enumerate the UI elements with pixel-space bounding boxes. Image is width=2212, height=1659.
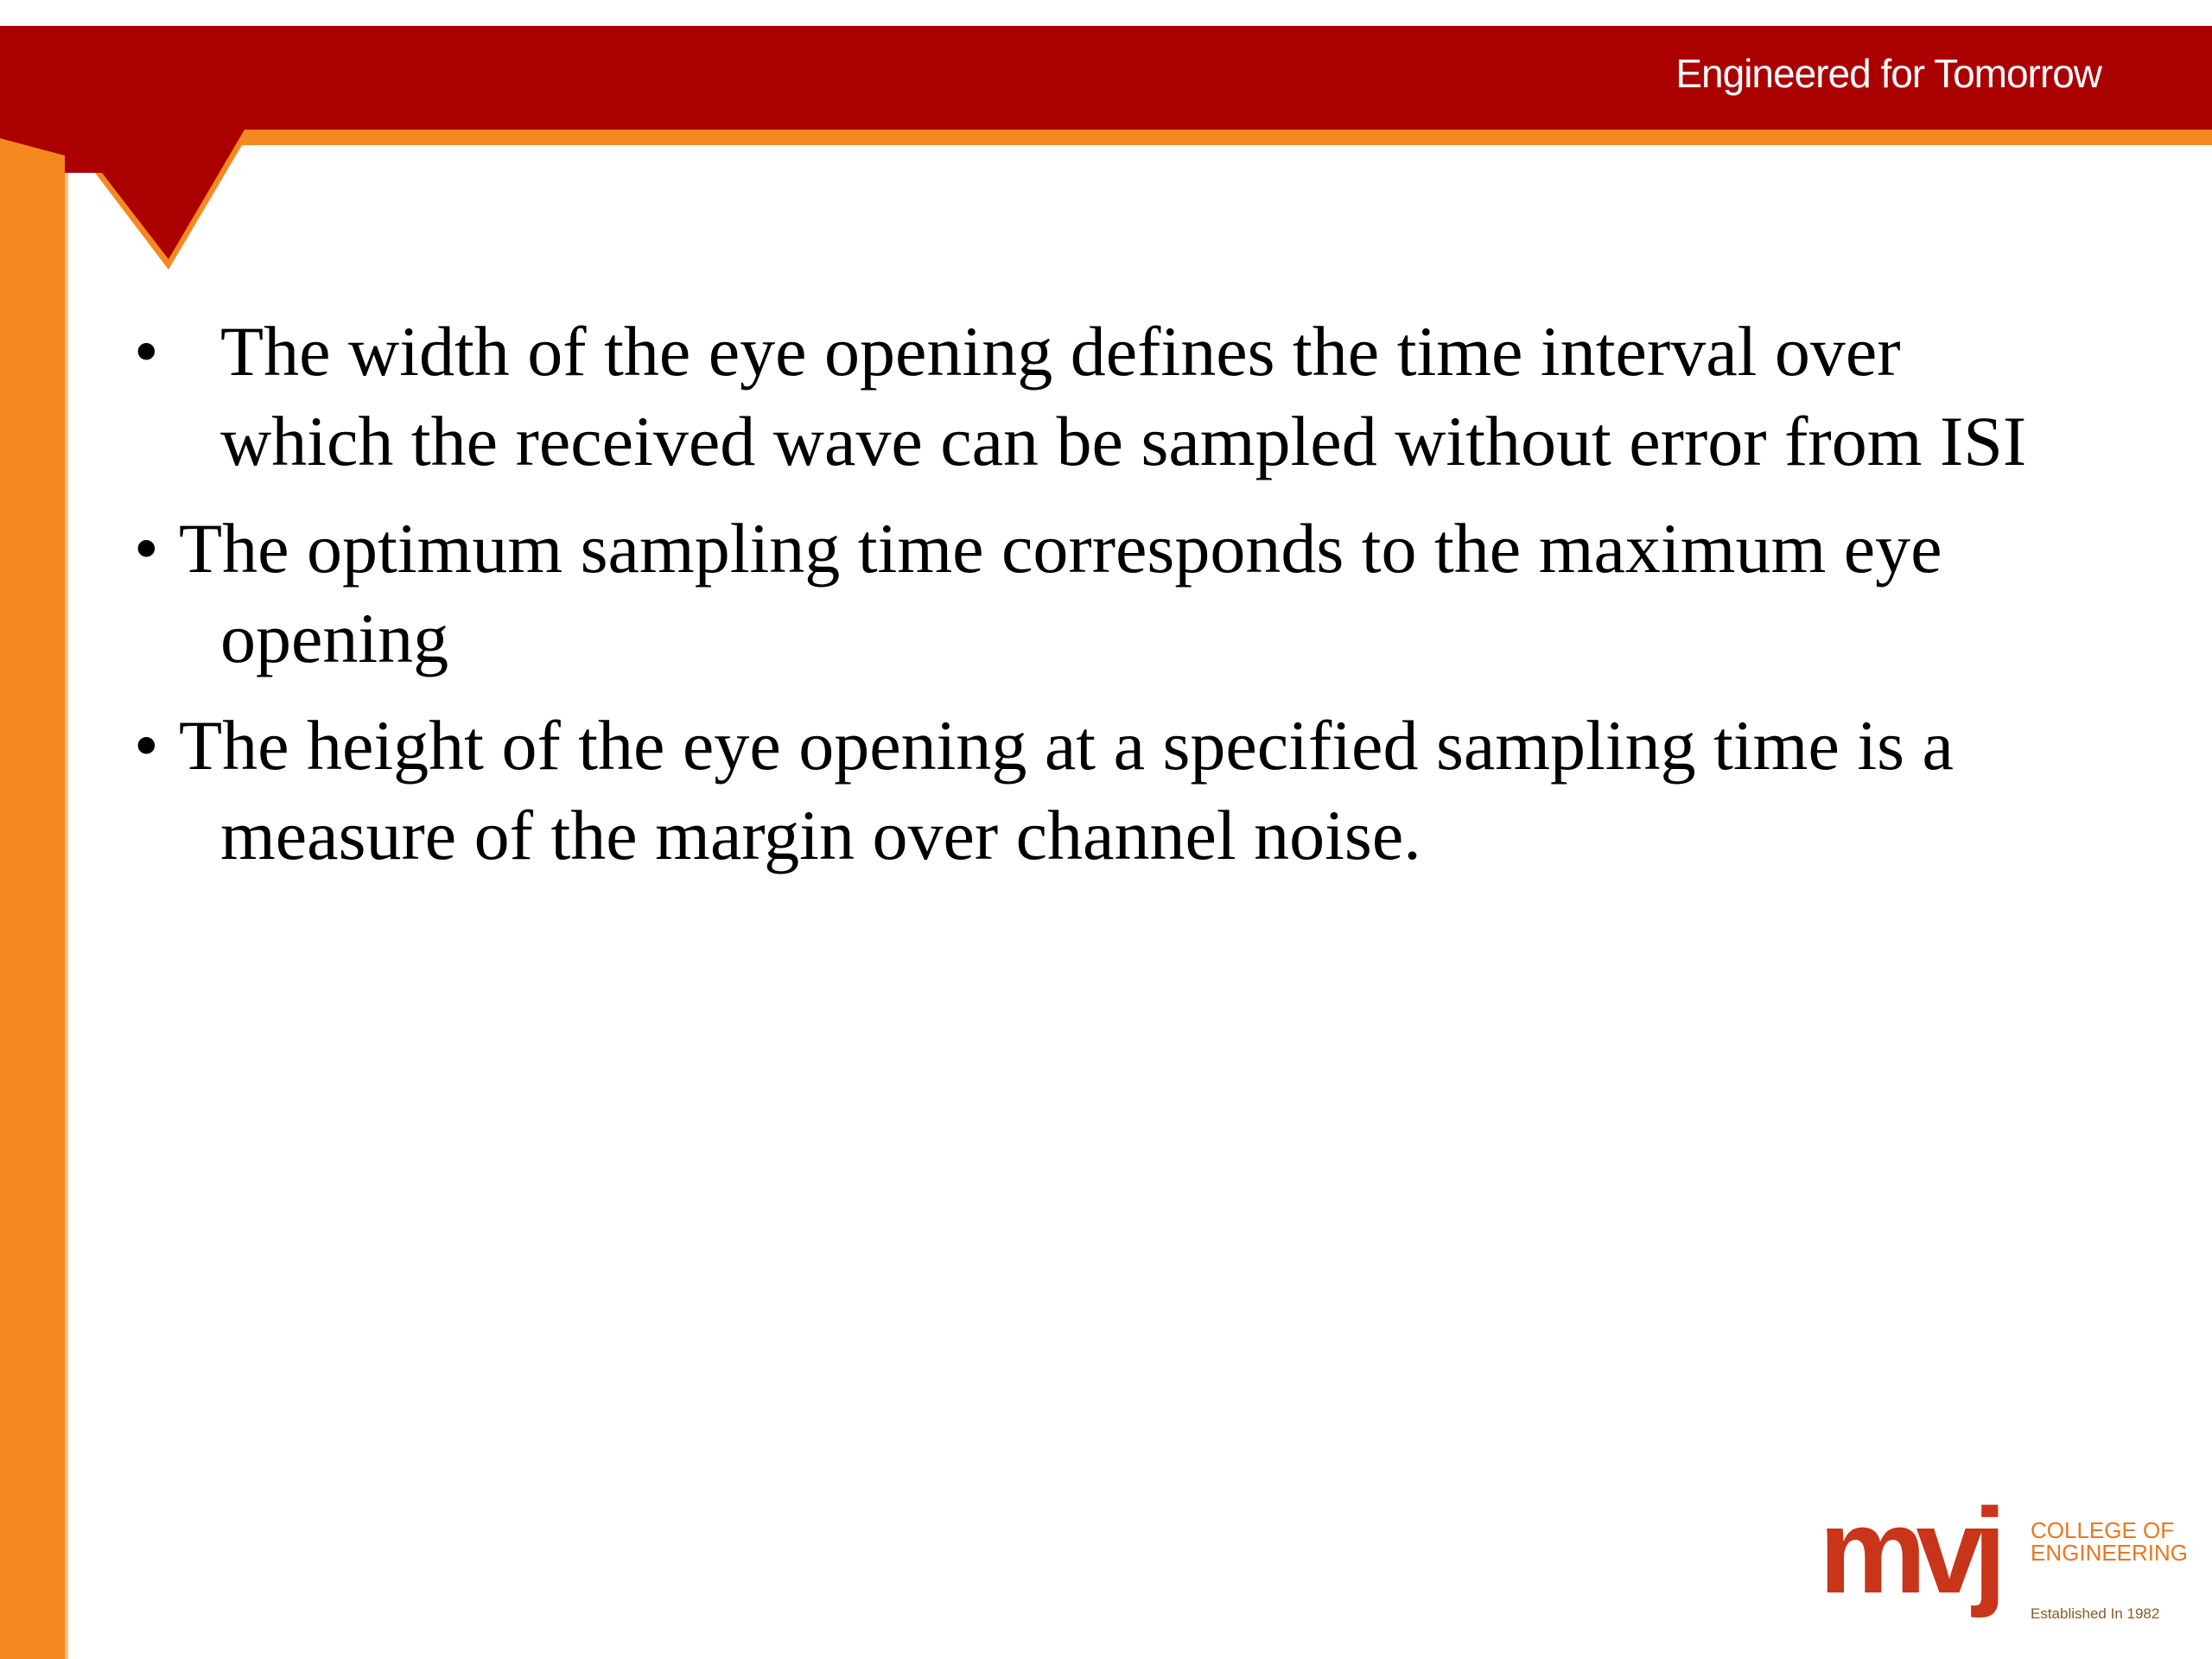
bullet-marker: • [134, 312, 159, 391]
logo-established: Established In 1982 [2031, 1605, 2160, 1622]
bullet-item [134, 504, 2087, 683]
logo-name-line-2: ENGINEERING [2031, 1540, 2189, 1566]
bullet-marker: • [134, 509, 159, 588]
logo-college-name [2031, 1517, 2189, 1566]
bullet-text: The height of the eye opening at a specified sampling time is a measure of the margin over channel noise. [179, 706, 1954, 874]
college-logo [1819, 1483, 2189, 1633]
logo-mark: mvj [1819, 1483, 1997, 1618]
bullet-item [134, 701, 2087, 880]
bullet-text: The width of the eye opening defines the time interval over which the received wave can be sampled without error from ISI [220, 312, 2027, 480]
logo-name-line-1: COLLEGE OF [2031, 1517, 2175, 1543]
bullet-text: The optimum sampling time corresponds to the maximum eye opening [179, 509, 1942, 677]
bullet-list [134, 307, 2087, 898]
header-tagline: Engineered for Tomorrow [1675, 51, 2101, 96]
bullet-item [134, 307, 2087, 486]
orange-bar-edge [65, 173, 68, 1659]
bullet-marker: • [134, 706, 159, 785]
